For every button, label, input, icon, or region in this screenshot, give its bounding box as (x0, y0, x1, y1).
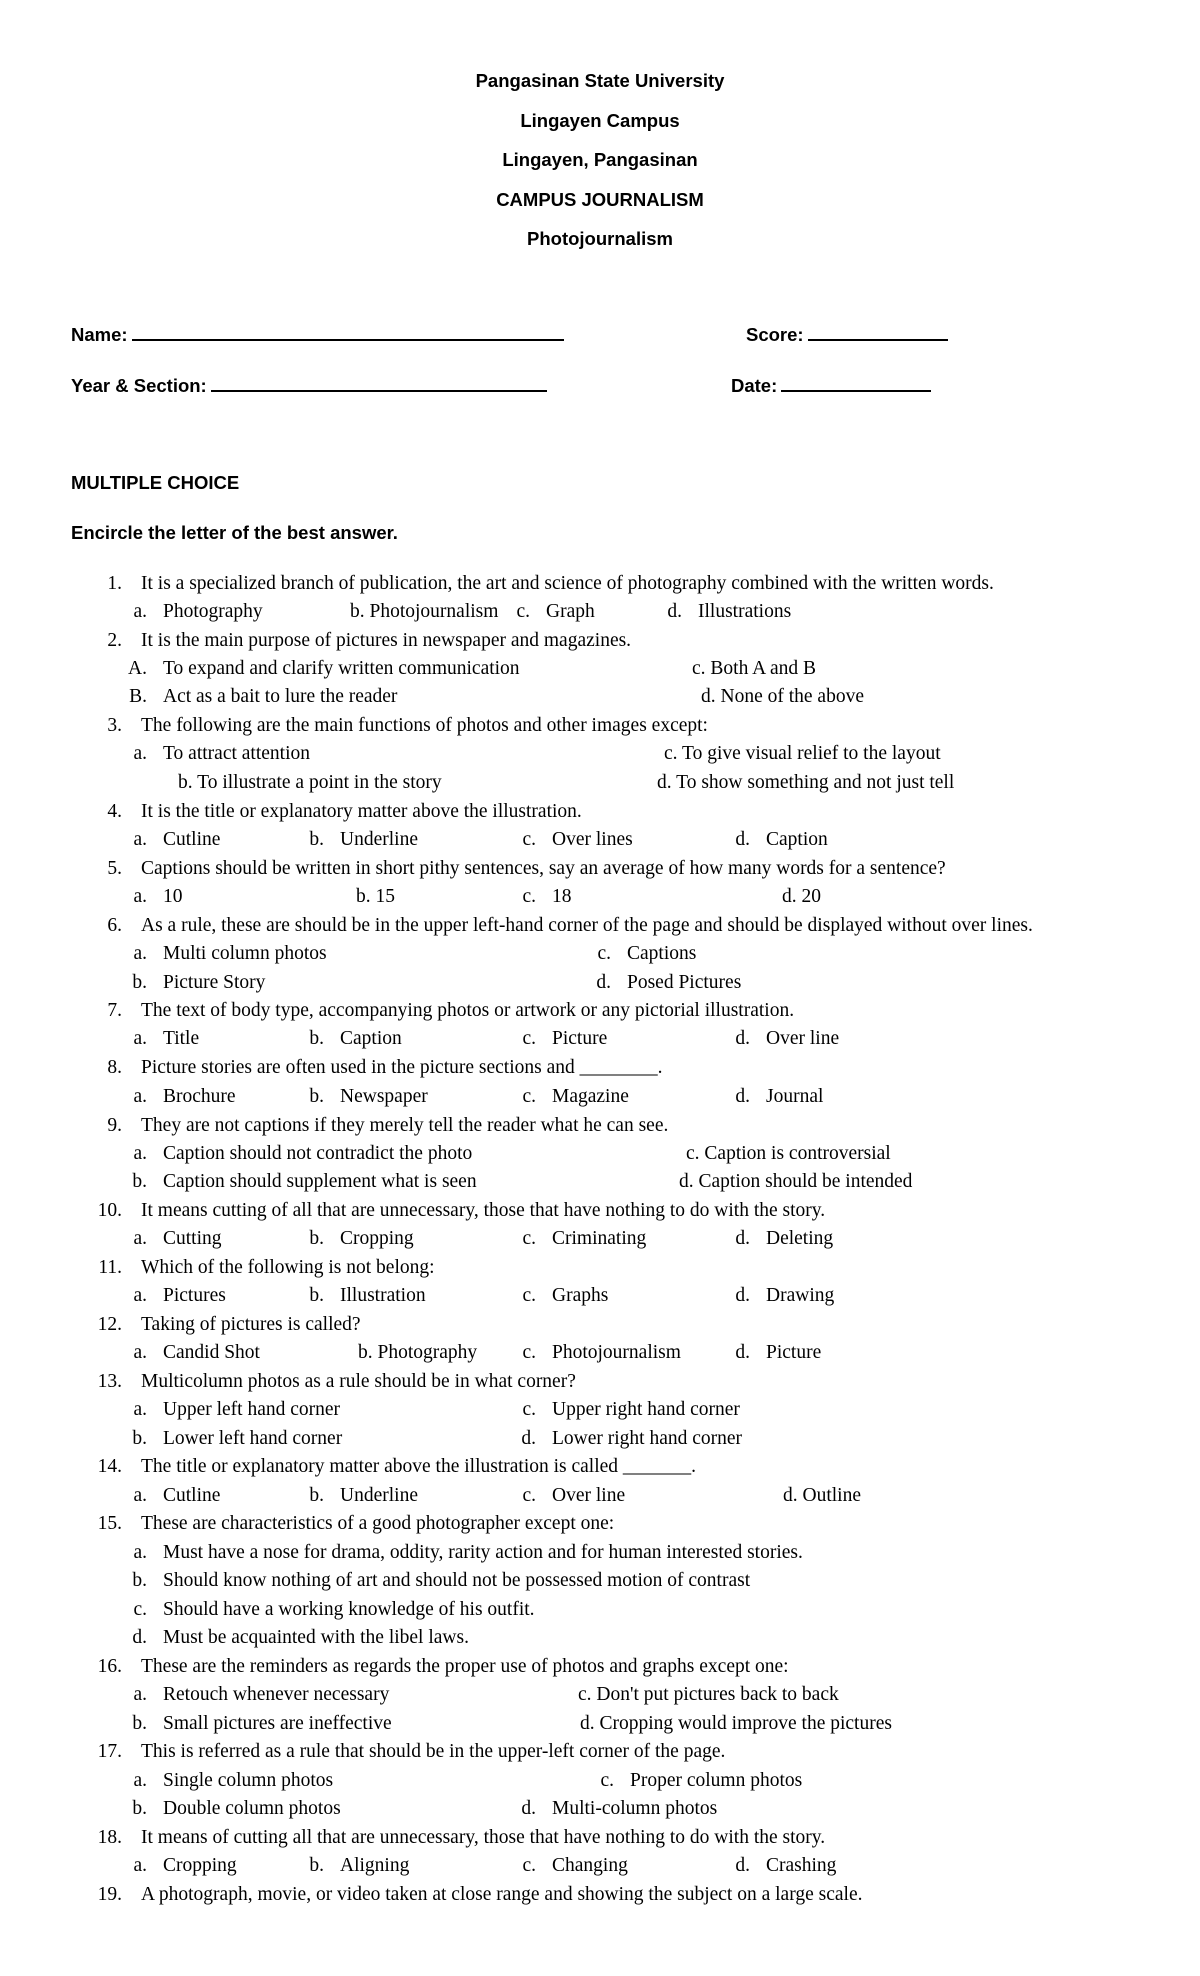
option-text: Illustration (340, 1285, 426, 1306)
option-text: Illustrations (698, 601, 792, 622)
option-text: d. None of the above (701, 686, 864, 707)
option-8-1[interactable] (113, 1085, 236, 1109)
option-3-1[interactable] (113, 742, 310, 766)
option-12-1[interactable] (113, 1341, 260, 1365)
option-letter: a. (133, 1228, 147, 1249)
option-letter: a. (133, 1542, 147, 1563)
question-text: The title or explanatory matter above the illustration is called _______. (141, 1456, 697, 1477)
option-8-2[interactable] (290, 1085, 428, 1109)
option-letter: c. (522, 886, 536, 907)
option-text: Posed Pictures (627, 972, 742, 993)
option-letter: c. (522, 1855, 536, 1876)
option-text: Multi column photos (163, 943, 327, 964)
option-text: Caption should supplement what is seen (163, 1171, 477, 1192)
option-5-4[interactable] (782, 885, 821, 909)
option-text: d. Outline (783, 1485, 861, 1506)
option-11-1[interactable] (113, 1284, 226, 1308)
option-letter: b. (309, 1485, 324, 1506)
option-17-1[interactable] (113, 1769, 333, 1793)
option-7-1[interactable] (113, 1027, 199, 1051)
option-text: Over line (552, 1485, 626, 1506)
option-text: b. To illustrate a point in the story (178, 772, 442, 793)
option-text: Lower left hand corner (163, 1428, 343, 1449)
option-letter: b. (132, 1713, 147, 1734)
question-number: 10. (97, 1200, 122, 1221)
option-letter: a. (133, 1684, 147, 1705)
option-15-3[interactable] (113, 1598, 535, 1622)
option-letter: d. (735, 1086, 750, 1107)
section-title: MULTIPLE CHOICE (71, 472, 240, 493)
option-16-1[interactable] (113, 1683, 389, 1707)
option-text: Magazine (552, 1086, 629, 1107)
option-5-3[interactable] (502, 885, 572, 909)
question-number: 3. (107, 715, 122, 736)
option-letter: c. (522, 1086, 536, 1107)
option-letter: d. (596, 972, 611, 993)
option-letter: b. (309, 829, 324, 850)
option-text: 10 (163, 886, 183, 907)
score-field (746, 322, 948, 346)
option-text: b. Photography (358, 1342, 478, 1363)
option-text: Cropping (340, 1228, 414, 1249)
question-number: 17. (97, 1741, 122, 1762)
option-12-4[interactable] (716, 1341, 821, 1365)
option-text: Captions (627, 943, 697, 964)
option-13-4[interactable] (502, 1427, 742, 1451)
option-letter: b. (132, 1428, 147, 1449)
option-17-4[interactable] (502, 1797, 717, 1821)
question-text: This is referred as a rule that should be in the upper-left corner of the page. (141, 1741, 726, 1762)
option-18-1[interactable] (113, 1854, 237, 1878)
option-text: Photography (163, 601, 263, 622)
option-9-2[interactable] (686, 1142, 891, 1166)
question-text: Taking of pictures is called? (141, 1314, 361, 1335)
option-7-3[interactable] (502, 1027, 607, 1051)
option-2-4[interactable] (701, 685, 864, 709)
option-text: Double column photos (163, 1798, 341, 1819)
question-text: As a rule, these are should be in the upper left-hand corner of the page and should be displayed without over lines. (141, 915, 1033, 936)
option-8-3[interactable] (502, 1085, 629, 1109)
option-letter: d. (735, 829, 750, 850)
year-section-label: Year & Section: (71, 375, 207, 396)
option-15-1[interactable] (113, 1541, 803, 1565)
option-letter: b. (309, 1855, 324, 1876)
question-number: 11. (98, 1257, 122, 1278)
option-letter: c. (522, 1342, 536, 1363)
option-6-4[interactable] (577, 971, 741, 995)
option-8-4[interactable] (716, 1085, 823, 1109)
option-text: Picture (552, 1028, 608, 1049)
option-letter: b. (309, 1028, 324, 1049)
option-2-1[interactable] (113, 657, 520, 681)
option-letter: a. (133, 886, 147, 907)
course-title: CAMPUS JOURNALISM (496, 189, 704, 210)
option-text: To expand and clarify written communication (163, 658, 520, 679)
option-letter: d. (735, 1285, 750, 1306)
option-text: Small pictures are ineffective (163, 1713, 392, 1734)
option-letter: a. (133, 1855, 147, 1876)
option-10-3[interactable] (502, 1227, 646, 1251)
question-number: 7. (107, 1000, 122, 1021)
option-13-1[interactable] (113, 1398, 340, 1422)
option-letter: b. (309, 1285, 324, 1306)
option-text: Candid Shot (163, 1342, 260, 1363)
option-7-2[interactable] (290, 1027, 402, 1051)
option-text: c. To give visual relief to the layout (664, 743, 941, 764)
option-15-2[interactable] (113, 1569, 750, 1593)
option-letter: a. (133, 743, 147, 764)
option-text: Newspaper (340, 1086, 428, 1107)
question-text: It is the title or explanatory matter above the illustration. (141, 801, 582, 822)
option-letter: a. (133, 1770, 147, 1791)
option-letter: A. (128, 658, 147, 679)
option-10-2[interactable] (290, 1227, 414, 1251)
option-letter: a. (133, 1086, 147, 1107)
option-letter: b. (132, 972, 147, 993)
option-letter: d. (132, 1627, 147, 1648)
option-13-3[interactable] (113, 1427, 342, 1451)
option-letter: a. (133, 1399, 147, 1420)
option-letter: a. (133, 1342, 147, 1363)
option-17-2[interactable] (580, 1769, 802, 1793)
option-10-1[interactable] (113, 1227, 222, 1251)
option-14-1[interactable] (113, 1484, 220, 1508)
option-11-2[interactable] (290, 1284, 426, 1308)
option-text: Crashing (766, 1855, 837, 1876)
option-letter: b. (132, 1171, 147, 1192)
option-letter: d. (521, 1798, 536, 1819)
question-text: A photograph, movie, or video taken at close range and showing the subject on a large scale. (141, 1884, 863, 1905)
option-letter: B. (129, 686, 147, 707)
option-11-4[interactable] (716, 1284, 834, 1308)
score-blank[interactable] (808, 322, 948, 341)
option-letter: c. (522, 1485, 536, 1506)
option-16-3[interactable] (113, 1712, 392, 1736)
option-text: d. 20 (782, 886, 821, 907)
option-14-2[interactable] (290, 1484, 418, 1508)
option-text: Picture Story (163, 972, 266, 993)
option-text: Graphs (552, 1285, 609, 1306)
question-number: 18. (97, 1827, 122, 1848)
option-18-4[interactable] (716, 1854, 836, 1878)
option-text: c. Don't put pictures back to back (578, 1684, 839, 1705)
question-number: 9. (107, 1115, 122, 1136)
option-text: Title (163, 1028, 200, 1049)
option-text: c. Caption is controversial (686, 1143, 891, 1164)
question-text: It means of cutting all that are unnecessary, those that have nothing to do with the story. (141, 1827, 826, 1848)
option-letter: b. (132, 1570, 147, 1591)
option-text: Cutting (163, 1228, 222, 1249)
campus-name: Lingayen Campus (520, 110, 680, 131)
option-6-2[interactable] (577, 942, 696, 966)
option-9-1[interactable] (113, 1142, 472, 1166)
question-text: It means cutting of all that are unnecessary, those that have nothing to do with the story. (141, 1200, 826, 1221)
option-text: d. Caption should be intended (679, 1171, 913, 1192)
option-text: Multi-column photos (552, 1798, 718, 1819)
option-text: Brochure (163, 1086, 236, 1107)
option-3-4[interactable] (657, 771, 954, 795)
option-1-4[interactable] (648, 600, 791, 624)
option-letter: b. (132, 1798, 147, 1819)
question-number: 19. (97, 1884, 122, 1905)
option-text: d. To show something and not just tell (657, 772, 955, 793)
option-text: Over lines (552, 829, 633, 850)
option-16-4[interactable] (580, 1712, 892, 1736)
option-10-4[interactable] (716, 1227, 833, 1251)
option-14-3[interactable] (502, 1484, 625, 1508)
option-letter: a. (133, 1485, 147, 1506)
option-letter: a. (133, 829, 147, 850)
option-letter: d. (735, 1028, 750, 1049)
option-letter: c. (600, 1770, 614, 1791)
question-text: Picture stories are often used in the picture sections and ________. (141, 1057, 663, 1078)
question-text: They are not captions if they merely tell the reader what he can see. (141, 1115, 669, 1136)
option-text: Over line (766, 1028, 840, 1049)
option-letter: c. (522, 1399, 536, 1420)
option-text: d. Cropping would improve the pictures (580, 1713, 892, 1734)
option-letter: c. (522, 1285, 536, 1306)
option-1-3[interactable] (496, 600, 595, 624)
option-text: Upper left hand corner (163, 1399, 341, 1420)
question-number: 8. (107, 1057, 122, 1078)
date-label: Date: (731, 375, 778, 396)
option-letter: d. (521, 1428, 536, 1449)
year-section-blank[interactable] (211, 373, 547, 392)
option-16-2[interactable] (578, 1683, 839, 1707)
option-letter: a. (133, 601, 147, 622)
option-text: Cutline (163, 1485, 221, 1506)
question-text: It is the main purpose of pictures in newspaper and magazines. (141, 630, 632, 651)
option-letter: d. (735, 1228, 750, 1249)
option-text: Cutline (163, 829, 221, 850)
question-number: 15. (97, 1513, 122, 1534)
option-1-1[interactable] (113, 600, 263, 624)
option-letter: a. (133, 1143, 147, 1164)
option-text: Underline (340, 1485, 418, 1506)
question-text: Multicolumn photos as a rule should be in what corner? (141, 1371, 576, 1392)
option-text: To attract attention (163, 743, 310, 764)
option-letter: b. (309, 1086, 324, 1107)
option-17-3[interactable] (113, 1797, 341, 1821)
option-letter: c. (516, 601, 530, 622)
option-letter: c. (133, 1599, 147, 1620)
option-18-3[interactable] (502, 1854, 628, 1878)
option-4-4[interactable] (716, 828, 828, 852)
option-letter: b. (309, 1228, 324, 1249)
option-text: Cropping (163, 1855, 237, 1876)
question-number: 14. (97, 1456, 122, 1477)
question-text: These are the reminders as regards the proper use of photos and graphs except one: (141, 1656, 789, 1677)
option-letter: c. (522, 829, 536, 850)
option-text: Caption (340, 1028, 402, 1049)
question-number: 16. (97, 1656, 122, 1677)
question-text: Which of the following is not belong: (141, 1257, 435, 1278)
option-letter: c. (522, 1028, 536, 1049)
option-text: Changing (552, 1855, 628, 1876)
option-text: Graph (546, 601, 595, 622)
option-letter: c. (597, 943, 611, 964)
question-number: 1. (107, 573, 122, 594)
name-field (71, 322, 564, 346)
option-4-3[interactable] (502, 828, 633, 852)
option-2-3[interactable] (113, 685, 397, 709)
question-number: 2. (107, 630, 122, 651)
option-7-4[interactable] (716, 1027, 839, 1051)
option-text: Act as a bait to lure the reader (163, 686, 398, 707)
option-3-3[interactable] (178, 771, 442, 795)
option-text: Must be acquainted with the libel laws. (163, 1627, 469, 1648)
question-number: 4. (107, 801, 122, 822)
score-label: Score: (746, 324, 804, 345)
year-section-field (71, 373, 547, 397)
option-5-2[interactable] (356, 885, 395, 909)
option-text: b. 15 (356, 886, 395, 907)
option-9-3[interactable] (113, 1170, 477, 1194)
date-field (731, 373, 931, 397)
option-text: Criminating (552, 1228, 647, 1249)
option-11-3[interactable] (502, 1284, 608, 1308)
option-text: Underline (340, 829, 418, 850)
option-text: Lower right hand corner (552, 1428, 743, 1449)
date-blank[interactable] (781, 373, 931, 392)
option-text: Journal (766, 1086, 824, 1107)
option-text: Retouch whenever necessary (163, 1684, 390, 1705)
option-2-2[interactable] (692, 657, 816, 681)
option-14-4[interactable] (783, 1484, 861, 1508)
option-6-3[interactable] (113, 971, 265, 995)
question-number: 13. (97, 1371, 122, 1392)
topic-title: Photojournalism (527, 228, 673, 249)
option-text: Picture (766, 1342, 822, 1363)
option-letter: d. (667, 601, 682, 622)
option-text: Drawing (766, 1285, 835, 1306)
option-letter: c. (522, 1228, 536, 1249)
option-text: Single column photos (163, 1770, 334, 1791)
option-6-1[interactable] (113, 942, 327, 966)
name-blank[interactable] (132, 322, 564, 341)
option-text: Deleting (766, 1228, 834, 1249)
option-text: Photojournalism (552, 1342, 681, 1363)
question-text: The following are the main functions of photos and other images except: (141, 715, 708, 736)
location: Lingayen, Pangasinan (502, 149, 698, 170)
option-text: c. Both A and B (692, 658, 817, 679)
option-text: Proper column photos (630, 1770, 803, 1791)
option-letter: a. (133, 1028, 147, 1049)
option-15-4[interactable] (113, 1626, 469, 1650)
question-text: It is a specialized branch of publication, the art and science of photography combined with the written words. (141, 573, 994, 594)
question-number: 6. (107, 915, 122, 936)
option-text: Pictures (163, 1285, 226, 1306)
option-12-3[interactable] (502, 1341, 681, 1365)
option-text: Aligning (340, 1855, 410, 1876)
question-text: The text of body type, accompanying photos or artwork or any pictorial illustration. (141, 1000, 795, 1021)
option-text: Upper right hand corner (552, 1399, 740, 1420)
option-3-2[interactable] (664, 742, 941, 766)
option-text: Should have a working knowledge of his outfit. (163, 1599, 535, 1620)
option-text: Should know nothing of art and should not be possessed motion of contrast (163, 1570, 751, 1591)
option-4-1[interactable] (113, 828, 220, 852)
option-text: Caption should not contradict the photo (163, 1143, 473, 1164)
question-number: 5. (107, 858, 122, 879)
option-9-4[interactable] (679, 1170, 912, 1194)
question-text: These are characteristics of a good photographer except one: (141, 1513, 615, 1534)
option-text: Caption (766, 829, 828, 850)
option-text: b. Photojournalism (350, 601, 499, 622)
option-1-2[interactable] (350, 600, 498, 624)
option-13-2[interactable] (502, 1398, 740, 1422)
option-letter: d. (735, 1855, 750, 1876)
university-name: Pangasinan State University (475, 70, 725, 91)
name-label: Name: (71, 324, 128, 345)
option-letter: a. (133, 943, 147, 964)
option-text: Must have a nose for drama, oddity, rarity action and for human interested stories. (163, 1542, 803, 1563)
instruction: Encircle the letter of the best answer. (71, 522, 398, 543)
option-5-1[interactable] (113, 885, 183, 909)
option-letter: d. (735, 1342, 750, 1363)
option-letter: a. (133, 1285, 147, 1306)
option-18-2[interactable] (290, 1854, 409, 1878)
option-text: 18 (552, 886, 572, 907)
option-12-2[interactable] (358, 1341, 477, 1365)
question-number: 12. (97, 1314, 122, 1335)
question-text: Captions should be written in short pithy sentences, say an average of how many words for a sentence? (141, 858, 946, 879)
option-4-2[interactable] (290, 828, 418, 852)
